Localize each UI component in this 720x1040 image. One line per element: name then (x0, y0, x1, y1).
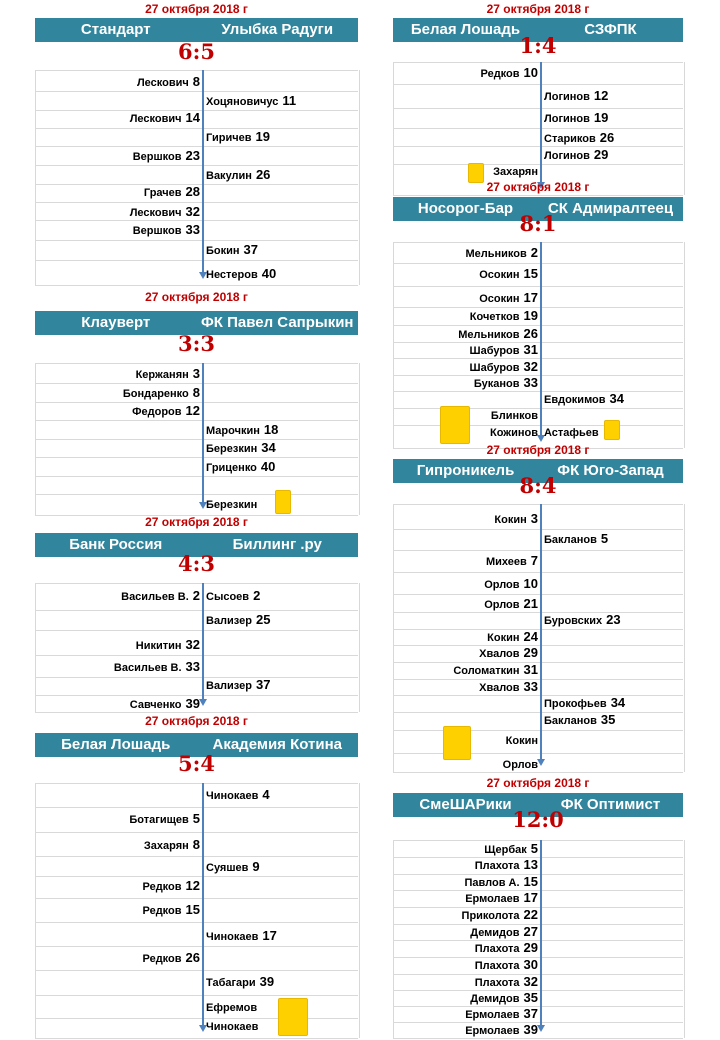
minute-number: 19 (523, 308, 538, 323)
minute-number: 39 (523, 1022, 538, 1037)
player-name: Марочкин (206, 425, 260, 437)
grid-row-line (35, 995, 358, 996)
player-name: Чинокаев (206, 931, 259, 943)
minute-number: 33 (523, 679, 538, 694)
player-name: Михеев (485, 556, 527, 568)
minute-number: 32 (523, 974, 538, 989)
minute-number: 13 (523, 857, 538, 872)
events-grid (393, 840, 685, 1038)
player-name: Чинокаев (206, 1021, 259, 1033)
minute-number: 2 (253, 588, 261, 603)
home-team-name: Белая Лошадь (410, 21, 521, 38)
player-name: Гиричев (206, 132, 252, 144)
player-name: Кержанян (135, 369, 189, 381)
minute-number: 5 (600, 531, 609, 546)
player-name: Вализер (206, 680, 252, 692)
match-date: 27 октября 2018 г (145, 2, 248, 16)
match-score: 5:4 (178, 751, 215, 776)
player-name: Орлов (502, 759, 538, 771)
minute-number: 15 (185, 902, 200, 917)
match-date: 27 октября 2018 г (145, 290, 248, 304)
minute-number: 35 (523, 990, 538, 1005)
player-name: Березкин (206, 499, 258, 511)
player-name: Гриценко (206, 462, 257, 474)
home-event (475, 941, 538, 956)
player-name: Кочетков (469, 311, 520, 323)
minute-number: 26 (599, 130, 615, 145)
player-name: Евдокимов (544, 394, 606, 406)
minute-number: 32 (185, 637, 200, 652)
home-event (465, 1007, 538, 1022)
grid-row-line (393, 907, 683, 908)
player-name: Суяшев (206, 862, 249, 874)
player-name: Васильев В. (113, 662, 182, 674)
player-name: Никитин (135, 640, 182, 652)
player-name: Мельников (465, 248, 527, 260)
player-name: Кокин (505, 735, 538, 747)
minute-number: 15 (523, 874, 538, 889)
player-name: Приколота (461, 910, 520, 922)
minute-number: 26 (523, 326, 538, 341)
player-name: Бакланов (544, 534, 597, 546)
player-name: Чинокаев (206, 790, 259, 802)
minute-number: 3 (530, 511, 538, 526)
minute-number: 9 (252, 859, 260, 874)
grid-row-line (393, 974, 683, 975)
player-name: Нестеров (206, 269, 258, 281)
minute-number: 35 (600, 712, 616, 727)
home-event (475, 858, 538, 873)
minute-number: 4 (262, 787, 270, 802)
player-name: Лескович (136, 77, 189, 89)
player-name: Плахота (474, 960, 520, 972)
home-team-name: Гипроникель (416, 462, 515, 479)
grid-row-line (35, 922, 358, 923)
grid-row-line (35, 970, 358, 971)
home-team-name: Банк Россия (69, 536, 163, 553)
minute-number: 34 (609, 391, 625, 406)
player-name: Ермолаев (465, 893, 520, 905)
minute-number: 32 (523, 359, 538, 374)
minute-number: 17 (523, 290, 538, 305)
home-team-name: Стандарт (80, 21, 151, 38)
minute-number: 40 (260, 459, 276, 474)
minute-number: 14 (185, 110, 200, 125)
grid-row-line (35, 807, 358, 808)
away-team-name: СК Адмиралтеец (547, 200, 674, 217)
minute-number: 29 (523, 645, 538, 660)
minute-number: 34 (261, 440, 276, 455)
grid-row-line (393, 1038, 683, 1039)
grid-row-line (35, 876, 358, 877)
home-event (462, 908, 538, 923)
minute-number: 37 (243, 242, 259, 257)
grid-row-line (393, 957, 683, 958)
grid-row-line (393, 890, 683, 891)
minute-number: 17 (523, 890, 538, 905)
minute-number: 26 (185, 950, 200, 965)
player-name: Астафьев (544, 427, 599, 439)
player-name: Редков (142, 881, 182, 893)
match-score: 12:0 (512, 807, 564, 832)
player-name: Табагари (206, 977, 256, 989)
player-name: Демидов (470, 993, 520, 1005)
player-name: Логинов (544, 91, 590, 103)
grid-row-line (35, 1038, 358, 1039)
match-date: 27 октября 2018 г (486, 443, 590, 457)
grid-row-line (35, 898, 358, 899)
minute-number: 22 (523, 907, 538, 922)
away-event (206, 929, 277, 944)
timeline-arrow (202, 783, 204, 1026)
minute-number: 10 (523, 65, 538, 80)
minute-number: 8 (192, 74, 200, 89)
player-name: Шабуров (469, 362, 520, 374)
player-name: Орлов (484, 579, 520, 591)
player-name: Вализер (206, 615, 252, 627)
player-name: Редков (142, 905, 182, 917)
away-team-name: ФК Юго-Запад (557, 462, 664, 479)
grid-row-line (35, 832, 358, 833)
minute-number: 15 (523, 266, 538, 281)
player-name: Захарян (493, 166, 538, 178)
away-team-name: ФК Павел Сапрыкин (201, 314, 354, 331)
minute-number: 18 (263, 422, 279, 437)
grid-row-line (393, 940, 683, 941)
player-name: Лескович (129, 207, 182, 219)
minute-number: 26 (255, 167, 271, 182)
home-event (475, 975, 538, 990)
minute-number: 31 (523, 342, 538, 357)
home-event (465, 1023, 538, 1038)
player-name: Шабуров (469, 345, 520, 357)
match-score: 4:3 (178, 551, 215, 576)
minute-number: 31 (523, 662, 538, 677)
home-team-name: СмеШАРики (419, 796, 512, 813)
match-date: 27 октября 2018 г (145, 515, 248, 529)
home-event (144, 838, 200, 853)
minute-number: 17 (262, 928, 277, 943)
player-name: Кокин (494, 514, 527, 526)
minute-number: 7 (530, 553, 538, 568)
minute-number: 32 (185, 204, 200, 219)
player-name: Соломаткин (453, 665, 520, 677)
away-team-name: ФК Оптимист (560, 796, 661, 813)
match-score: 1:4 (519, 33, 557, 58)
player-name: Буканов (473, 378, 520, 390)
match-score: 3:3 (178, 331, 215, 356)
grid-row-line (35, 856, 358, 857)
home-event (465, 875, 539, 890)
timeline-arrow-head (537, 1025, 545, 1032)
player-name: Вершков (132, 225, 182, 237)
grid-row-line (35, 946, 358, 947)
minute-number: 25 (255, 612, 271, 627)
grid-row-line (393, 990, 683, 991)
minute-number: 23 (606, 612, 621, 627)
player-name: Захарян (143, 840, 189, 852)
minute-number: 8 (192, 385, 200, 400)
player-name: Хвалов (479, 648, 520, 660)
player-name: Логинов (544, 150, 590, 162)
player-name: Ермолаев (465, 1009, 520, 1021)
player-name: Вакулин (206, 170, 252, 182)
player-name: Савченко (129, 699, 182, 711)
minute-number: 2 (192, 588, 200, 603)
player-name: Ермолаев (465, 1025, 520, 1037)
player-name: Редков (480, 68, 520, 80)
player-name: Грачев (143, 187, 182, 199)
minute-number: 11 (282, 93, 297, 108)
away-team-name: СЗФПК (584, 21, 637, 38)
player-name: Бакланов (544, 715, 597, 727)
minute-number: 2 (530, 245, 538, 260)
minute-number: 12 (185, 878, 200, 893)
player-name: Демидов (470, 927, 520, 939)
grid-row-line (35, 783, 358, 784)
player-name: Плахота (474, 943, 520, 955)
home-team-name: Клауверт (81, 314, 151, 331)
player-name: Сысоев (206, 591, 250, 603)
player-name: Ботагищев (129, 814, 189, 826)
minute-number: 5 (530, 841, 538, 856)
home-team-name: Носорог-Бар (417, 200, 514, 217)
home-event (143, 903, 200, 918)
player-name: Щербак (484, 844, 527, 856)
player-name: Плахота (474, 860, 520, 872)
match-date: 27 октября 2018 г (145, 714, 248, 728)
away-team-name: Академия Котина (212, 736, 342, 753)
minute-number: 33 (523, 375, 538, 390)
match-block (35, 0, 358, 1040)
grid-row-line (393, 840, 683, 841)
player-name: Осокин (479, 269, 520, 281)
minute-number: 5 (192, 811, 200, 826)
player-name: Бокин (206, 245, 240, 257)
player-name: Осокин (479, 293, 520, 305)
timeline-arrow (540, 840, 542, 1026)
home-event (470, 925, 538, 940)
match-score: 8:4 (519, 473, 557, 498)
away-event (206, 1020, 258, 1034)
home-event (484, 842, 538, 857)
player-name: Лескович (129, 113, 182, 125)
minute-number: 23 (185, 148, 200, 163)
minute-number: 28 (185, 184, 200, 199)
player-name: Васильев В. (121, 591, 189, 603)
grid-row-line (35, 1018, 358, 1019)
home-event (129, 812, 200, 827)
minute-number: 40 (261, 266, 277, 281)
home-event (470, 991, 538, 1006)
home-team-name: Белая Лошадь (61, 736, 171, 753)
player-name: Буровских (544, 615, 603, 627)
player-name: Редков (142, 953, 182, 965)
grid-row-line (393, 874, 683, 875)
player-name: Логинов (544, 113, 590, 125)
away-team-name: Биллинг .ру (232, 536, 322, 553)
match-date: 27 октября 2018 г (486, 180, 590, 194)
player-name: Стариков (544, 133, 596, 145)
player-name: Орлов (484, 599, 520, 611)
player-name: Мельников (458, 329, 520, 341)
minute-number: 29 (523, 940, 538, 955)
minute-number: 10 (523, 576, 538, 591)
minute-number: 19 (255, 129, 270, 144)
minute-number: 37 (255, 677, 271, 692)
yellow-card-icon (278, 998, 308, 1036)
player-name: Хвалов (479, 682, 520, 694)
player-name: Кокин (487, 632, 520, 644)
player-name: Кожинов (490, 427, 538, 439)
minute-number: 27 (523, 924, 538, 939)
match-score: 6:5 (178, 39, 215, 64)
match-date: 27 октября 2018 г (486, 2, 590, 16)
minute-number: 30 (523, 957, 538, 972)
player-name: Хоцяновичус (206, 96, 279, 108)
away-event (206, 860, 260, 875)
minute-number: 3 (192, 366, 200, 381)
grid-row-line (393, 1022, 683, 1023)
minute-number: 19 (593, 110, 609, 125)
player-name: Павлов А. (464, 877, 520, 889)
home-event (143, 951, 200, 966)
home-event (143, 879, 200, 894)
player-name: Березкин (206, 443, 258, 455)
grid-row-line (393, 924, 683, 925)
minute-number: 33 (185, 659, 200, 674)
minute-number: 12 (593, 88, 609, 103)
away-event (206, 1001, 257, 1015)
grid-row-line (393, 1006, 683, 1007)
minute-number: 12 (185, 403, 200, 418)
away-event (206, 975, 274, 990)
home-event (475, 958, 538, 973)
player-name: Федоров (132, 406, 182, 418)
home-event (465, 891, 538, 906)
minute-number: 8 (192, 837, 200, 852)
match-score: 8:1 (519, 211, 557, 236)
minute-number: 33 (185, 222, 200, 237)
player-name: Блинков (490, 410, 538, 422)
minute-number: 24 (523, 629, 538, 644)
player-name: Прокофьев (544, 698, 607, 710)
player-name: Бондаренко (122, 388, 189, 400)
minute-number: 21 (523, 596, 538, 611)
minute-number: 39 (259, 974, 275, 989)
match-date: 27 октября 2018 г (486, 776, 590, 790)
minute-number: 34 (610, 695, 626, 710)
match-block (393, 0, 683, 1040)
minute-number: 39 (185, 696, 200, 711)
grid-row-line (393, 857, 683, 858)
away-team-name: Улыбка Радуги (221, 21, 334, 38)
minute-number: 37 (523, 1006, 538, 1021)
player-name: Ефремов (206, 1002, 258, 1014)
player-name: Плахота (474, 977, 520, 989)
player-name: Вершков (132, 151, 182, 163)
minute-number: 29 (593, 147, 609, 162)
away-event (206, 788, 270, 803)
